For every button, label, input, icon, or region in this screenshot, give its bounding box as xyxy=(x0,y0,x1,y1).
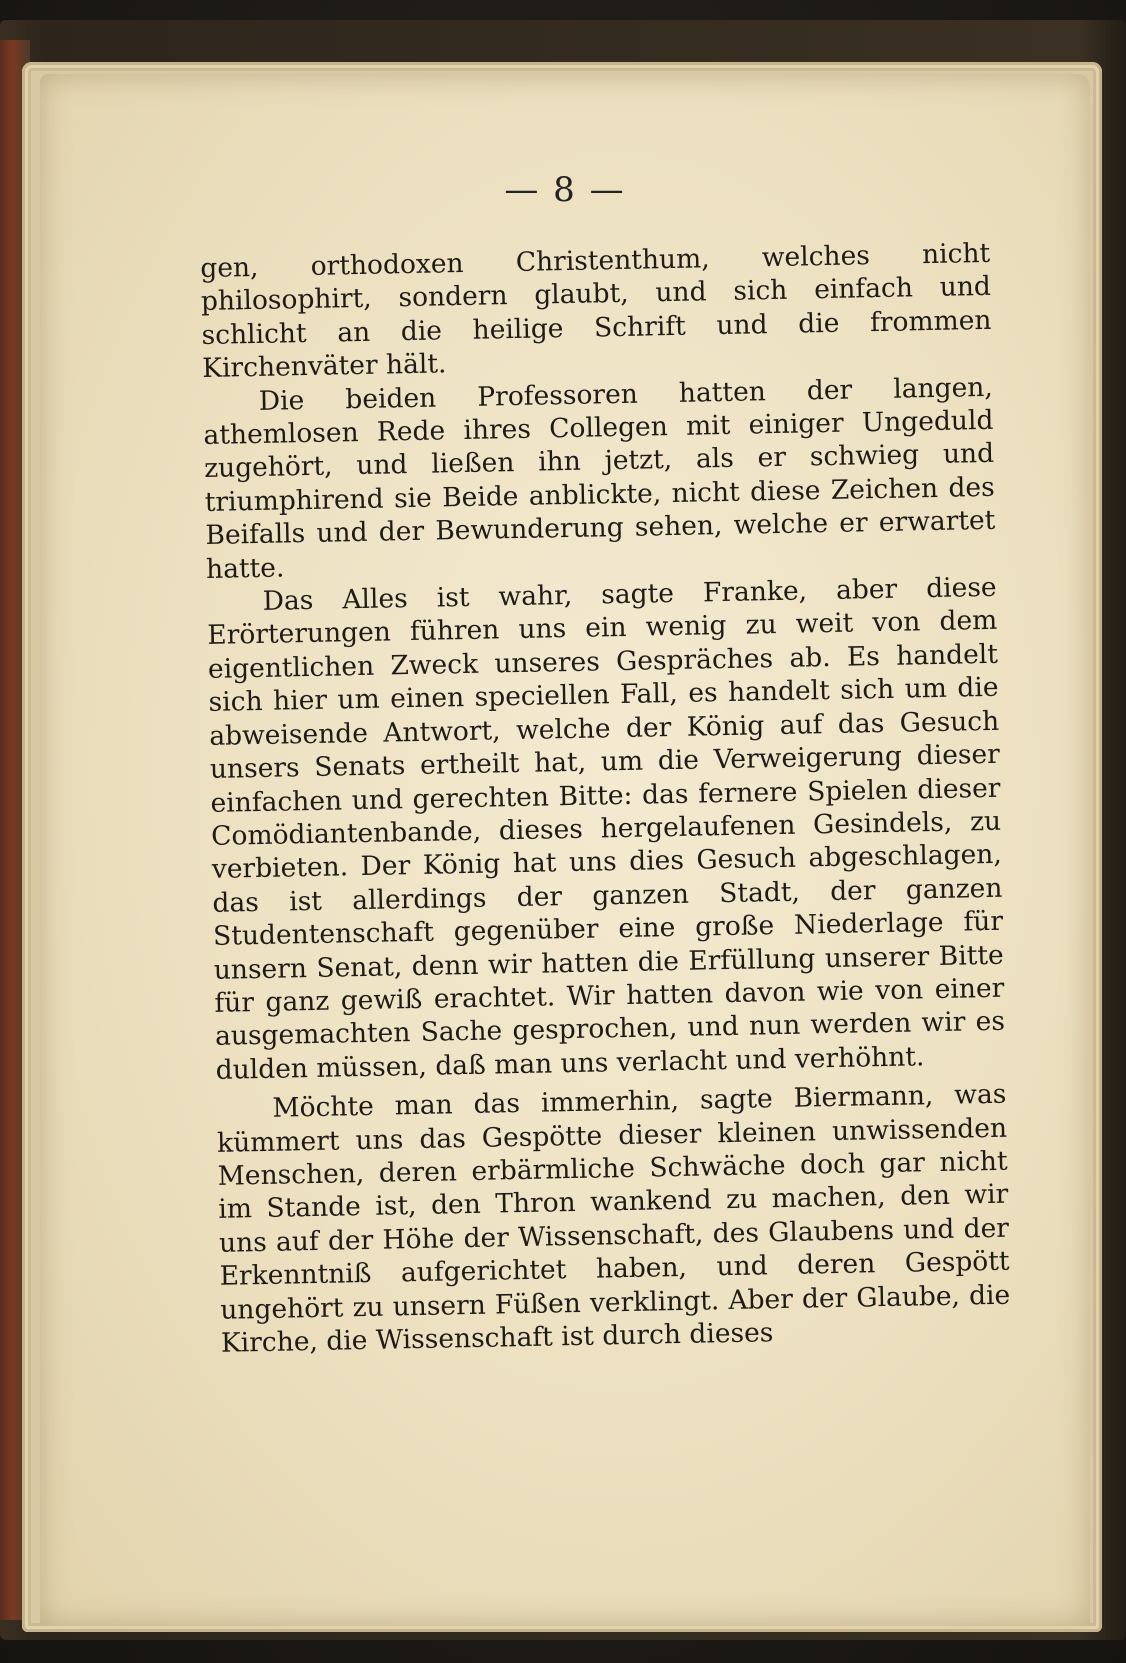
paragraph: Das Alles ist wahr, sagte Franke, aber diese Erörterungen führen uns ein wenig zu weit von dem eigentlichen Zweck unseres Gespräches ab. Es handelt sich hier um einen speciellen Fall, es handelt sich um die abweisende Antwort, welche der König auf das Gesuch unsers Senats ertheilt hat, um die Verweigerung dieser einfachen und gerechten Bitte: das fernere Spielen dieser Comödiantenbande, dieses hergelaufenen Gesindels, zu verbieten. Der König hat uns dies Gesuch abgeschlagen, das ist allerdings der ganzen Stadt, der ganzen Studentenschaft gegenüber eine große Niederlage für unsern Senat, denn wir hatten die Erfüllung unserer Bitte für ganz gewiß erachtet. Wir hatten davon wie von einer ausgemachten Sache gesprochen, und nun werden wir es dulden müssen, daß man uns verlacht und verhöhnt. xyxy=(207,571,1006,1086)
book-page xyxy=(40,74,1090,1626)
body-text xyxy=(200,237,1011,1360)
paragraph: Die beiden Professoren hatten der langen, athemlosen Rede ihres Collegen mit einiger Ungeduld zugehört, und ließen ihn jetzt, als er schwieg und triumphirend sie Beide anblickte, nicht diese Zeichen des Beifalls und der Bewunderung sehen, welche er erwartet hatte. xyxy=(203,371,996,585)
page-number: — 8 — xyxy=(504,170,626,210)
paragraph-continuation: gen, orthodoxen Christenthum, welches nicht philosophirt, sondern glaubt, und sich einfach und schlicht an die heilige Schrift und die frommen Kirchenväter hält. xyxy=(200,237,992,385)
paragraph: Möchte man das immerhin, sagte Biermann, was kümmert uns das Gespötte dieser kleinen unwissenden Menschen, deren erbärmliche Schwäche doch gar nicht im Stande ist, den Thron wankend zu machen, den wir uns auf der Höhe der Wissenschaft, des Glaubens und der Erkenntniß aufgerichtet haben, und deren Gespött ungehört zu unsern Füßen verklingt. Aber der Glaube, die Kirche, die Wissenschaft ist durch dieses xyxy=(216,1078,1011,1359)
